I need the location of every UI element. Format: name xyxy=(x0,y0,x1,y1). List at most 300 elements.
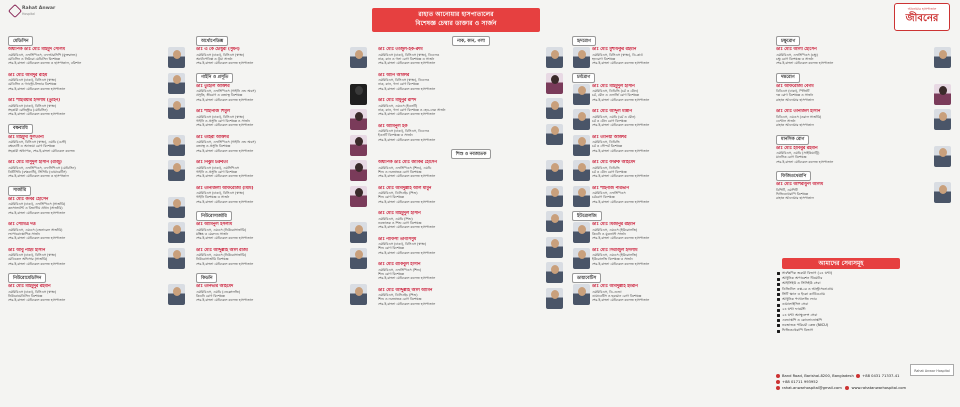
doctor-degree: এমবিবিএস, এমএস (জেনারেল সার্জারি) xyxy=(8,227,63,232)
doctor-degree: এমবিবিএস, এমডি (নেফ্রোলজি) xyxy=(196,289,241,294)
doctor-card xyxy=(572,222,766,246)
doctor-photo xyxy=(546,98,563,119)
doctor-degree: এমবিবিএস, এমডি (চর্ম ও যৌন) xyxy=(592,114,636,119)
doctor-workplace: শের-ই-বাংলা মেডিকেল কলেজ হাসপাতাল xyxy=(196,236,254,241)
section-heading: ফিজিওথেরাপি xyxy=(776,171,811,181)
doctor-degree: এমবিবিএস, ডি-এন্ডো xyxy=(592,289,622,294)
doctor-photo xyxy=(573,47,590,68)
doctor-speciality: চক্ষু রোগ বিশেষজ্ঞ ও সার্জন xyxy=(776,56,814,61)
doctor-speciality: মেডিসিন ও নিউরো মেডিসিন বিশেষজ্ঞ xyxy=(8,56,60,61)
doctor-card xyxy=(8,160,186,184)
logo-name: Rahat Anwar xyxy=(22,6,56,12)
doctor-workplace: শের-ই-বাংলা মেডিকেল কলেজ হাসপাতাল xyxy=(378,276,436,281)
doctor-workplace: শের-ই-বাংলা মেডিকেল কলেজ হাসপাতাল xyxy=(378,174,436,179)
service-item: সার্বক্ষণিক জরুরী বিভাগ (২৪ ঘন্টা) xyxy=(776,271,906,276)
doctor-name: ডাঃ শাহনাজ পারভীন xyxy=(592,185,629,191)
doctor-photo xyxy=(350,160,367,181)
doctor-photo xyxy=(168,284,185,305)
doctor-degree: এমবিবিএস, এমএস (নিউরোসার্জারি) xyxy=(196,253,247,258)
doctor-degree: এমবিবিএস (ঢাকা), এমসিপিএস xyxy=(196,165,239,170)
doctor-workplace: শের-ই-বাংলা মেডিকেল কলেজ হাসপাতাল xyxy=(8,210,66,215)
doctor-speciality: চর্ম ও যৌন রোগ বিশেষজ্ঞ xyxy=(592,169,627,174)
doctor-name: ডাঃ তানভীর আহমেদ xyxy=(196,284,234,289)
doctor-workplace: শের-ই-বাংলা মেডিকেল কলেজ হাসপাতাল xyxy=(196,199,254,204)
doctor-workplace: শের-ই-বাংলা মেডিকেল কলেজ হাসপাতাল xyxy=(8,86,66,91)
doctor-card xyxy=(378,73,564,97)
doctor-photo xyxy=(934,182,951,203)
doctor-card xyxy=(572,109,766,133)
doctor-workplace: শের-ই-বাংলা মেডিকেল কলেজ হাসপাতাল xyxy=(592,61,650,66)
doctor-name: ডাঃ মোঃ মিজানুর রহমান xyxy=(592,222,636,227)
doctor-degree: এমবিবিএস, বিসিএস (স্বাস্থ্য), এমডি (চেস্ট) xyxy=(8,140,67,145)
doctor-name: ডাঃ মোঃ মাহমুদুল হাসান xyxy=(592,83,635,89)
doctor-degree: এমবিবিএস, ডিডিভি xyxy=(592,165,620,170)
doctor-speciality: নবজাতক ও শিশু রোগ বিশেষজ্ঞ xyxy=(378,220,422,225)
doctor-workplace: রাহাত আনোয়ার হাসপাতাল xyxy=(776,97,814,102)
doctor-name: ডাঃ মোঃ আলী হোসেন xyxy=(776,47,817,52)
doctor-photo xyxy=(168,47,185,68)
doctor-degree: এমবিবিএস (ঢাকা), বিসিএস (স্বাস্থ্য) xyxy=(196,52,245,57)
doctor-speciality: হৃদরোগ বিশেষজ্ঞ xyxy=(592,56,616,61)
doctor-workplace: শের-ই-বাংলা মেডিকেল কলেজ হাসপাতাল xyxy=(592,174,650,179)
brand-badge xyxy=(894,3,950,31)
doctor-speciality: মানসিক রোগ বিশেষজ্ঞ xyxy=(776,155,807,160)
doctor-workplace: শের-ই-বাংলা মেডিকেল কলেজ হাসপাতাল xyxy=(8,112,66,117)
doctor-degree: এমবিবিএস (ঢাকা), বিসিএস (স্বাস্থ্য) xyxy=(196,114,245,119)
location-icon xyxy=(776,374,780,378)
doctor-name: ডাঃ আর্নি আক্তার xyxy=(378,72,410,78)
doctor-speciality: নাক, কান ও গলা রোগ বিশেষজ্ঞ ও সার্জন xyxy=(378,56,435,61)
doctor-speciality: কিডনি রোগ বিশেষজ্ঞ xyxy=(196,293,225,298)
doctor-photo xyxy=(546,288,563,309)
section-heading: গাইনি ও প্রসূতি xyxy=(196,73,233,83)
doctor-card xyxy=(196,135,368,159)
doctor-workplace: শের-ই-বাংলা মেডিকেল কলেজ হাসপাতাল xyxy=(196,261,254,266)
doctor-name: ডাঃ মোঃ তাজুল-হক-রুমি xyxy=(378,47,423,52)
doctor-speciality: চর্ম ও যৌন রোগ বিশেষজ্ঞ xyxy=(592,118,627,123)
logo-icon xyxy=(8,4,22,18)
doctor-degree: এমবিবিএস, ডিসিএইচ (শিশু) xyxy=(378,191,418,196)
doctor-card xyxy=(776,109,952,133)
doctor-name: ডাঃ মোঃ আবদুল্লাহ ইমরান xyxy=(592,284,638,289)
doctor-photo xyxy=(934,47,951,68)
doctor-speciality: গাইনি ও প্রসূতি রোগ বিশেষজ্ঞ xyxy=(196,169,237,174)
doctor-degree: এমবিবিএস, এফসিপিএস (গাইনি এন্ড অবস) xyxy=(196,140,256,145)
doctor-card xyxy=(378,237,564,261)
doctor-speciality: কিডনি ও মূত্রনালী সার্জন xyxy=(592,231,626,236)
doctor-card xyxy=(8,248,186,272)
doctor-card xyxy=(196,222,368,246)
doctor-workplace: শের-ই-বাংলা মেডিকেল কলেজ হাসপাতাল xyxy=(592,298,650,303)
doctor-photo xyxy=(546,211,563,232)
service-item: আধুনিক প্যাথলজি ল্যাব xyxy=(776,297,906,302)
doctor-photo xyxy=(350,109,367,130)
doctor-card xyxy=(196,47,368,71)
doctor-degree: এমবিবিএস, বিসিএস (স্বাস্থ্য), ডি-কার্ড xyxy=(592,52,643,57)
doctor-card xyxy=(572,284,766,308)
doctor-speciality: নিউরোসার্জারি বিশেষজ্ঞ xyxy=(196,257,229,262)
doctor-workplace: শের-ই-বাংলা মেডিকেল কলেজ হাসপাতাল xyxy=(378,137,436,142)
doctor-name: ডাঃ মাহমুদা সুলতানা xyxy=(8,134,44,140)
doctor-workplace: শের-ই-বাংলা মেডিকেল কলেজ হাসপাতাল xyxy=(592,148,650,153)
doctor-degree: এমবিবিএস, এফসিপিএস (গাইনি এন্ড অবস) xyxy=(196,89,256,94)
doctor-photo xyxy=(546,262,563,283)
doctor-name: ডাঃ মোঃ রাকিবুল হাসান xyxy=(378,262,421,267)
doctor-card xyxy=(572,84,766,108)
section-heading: দন্তরোগ xyxy=(776,73,800,83)
doctor-name: অধ্যাপক ডাঃ মোঃ মাহমুদ সেলিম xyxy=(8,47,65,52)
doctor-photo xyxy=(573,109,590,130)
doctor-card xyxy=(8,284,186,308)
service-item: ২৪ ঘন্টা অ্যাম্বুলেন্স সেবা xyxy=(776,313,906,318)
doctor-card xyxy=(196,109,368,133)
doctor-workplace: শের-ই-বাংলা মেডিকেল কলেজ ও হাসপাতাল, বরিশাল xyxy=(8,61,82,66)
doctor-speciality: নিউরোমেডিসিন বিশেষজ্ঞ xyxy=(8,293,43,298)
doctor-speciality: গাইনি বিশেষজ্ঞ ও সার্জন xyxy=(196,195,230,200)
section-heading: মেডিসিন xyxy=(8,36,33,46)
doctor-name: ডাঃ মোঃ আব্দুল মান্নান xyxy=(592,109,632,114)
doctor-name: ডাঃ মোঃ আব্দুল্লাহ আল আমিন xyxy=(378,287,433,293)
doctor-workplace: শের-ই-বাংলা মেডিকেল কলেজ হাসপাতাল xyxy=(378,225,436,230)
doctor-degree: এমবিবিএস, এফসিপিএস, এফআরসিপি (যুক্তরাজ্য) xyxy=(8,52,77,57)
services-list xyxy=(776,271,906,333)
doctor-degree: বিপিটি, এমপিটি xyxy=(776,187,798,192)
doctor-name: ডাঃ আমিনুল হক xyxy=(378,123,408,129)
doctor-name: ডাঃ মোঃ কবির হোসেন xyxy=(8,196,49,202)
footer-web-row xyxy=(776,386,954,392)
doctor-speciality: বন্ধ্যাত্ব ও প্রসূতি বিশেষজ্ঞ xyxy=(196,144,231,149)
doctor-photo xyxy=(546,73,563,94)
doctor-name: ডাঃ মোঃ আব্দুল্লাহ আল রাজী xyxy=(196,247,248,253)
doctor-speciality: চর্মরোগ বিশেষজ্ঞ xyxy=(592,195,615,200)
service-item: ডায়ালাইসিস সেবা xyxy=(776,302,906,307)
doctor-photo xyxy=(168,160,185,181)
doctor-name: ডাঃ আমিনুল ইসলাম xyxy=(196,222,232,227)
doctor-card xyxy=(572,186,766,210)
footer-web: www.rahatanwarhospital.com xyxy=(851,385,907,390)
doctor-speciality: শিশু ও নবজাতক রোগ বিশেষজ্ঞ xyxy=(378,169,422,174)
doctor-photo xyxy=(168,222,185,243)
doctor-degree: এমবিবিএস (ঢাকা), বিসিএস (স্বাস্থ্য), ডিএলও xyxy=(378,52,440,57)
doctor-card xyxy=(776,146,952,170)
doctor-card xyxy=(378,124,564,148)
doctor-photo xyxy=(168,73,185,94)
doctor-degree: এমবিবিএস, এমএস (নিউরোসার্জারি) xyxy=(196,227,247,232)
doctor-speciality: ফিজিওথেরাপি বিশেষজ্ঞ xyxy=(776,191,809,196)
doctor-name: ডাঃ সৌমিত্র দত্ত xyxy=(8,222,36,227)
doctor-workplace: শের-ই-বাংলা মেডিকেল কলেজ হাসপাতাল xyxy=(378,61,436,66)
doctor-card xyxy=(378,160,564,184)
doctor-workplace: শের-ই-বাংলা মেডিকেল কলেজ হাসপাতাল xyxy=(592,97,650,102)
doctor-card xyxy=(196,160,368,184)
doctor-name: ডাঃ তানজিলা আফরোজা (মিমি) xyxy=(196,185,254,191)
doctor-speciality: ডায়াবেটিস ও হরমোন রোগ বিশেষজ্ঞ xyxy=(592,293,642,298)
doctor-degree: এমবিবিএস (ঢাকা), বিসিএস, ডিএলও xyxy=(378,129,430,134)
doctor-name: ডাঃ মোঃ আবদুল্লাহ আল মামুন xyxy=(378,185,432,191)
doctor-name: ডাঃ মোঃ মুশফিকুর রহমান xyxy=(592,47,637,52)
doctor-degree: এমবিবিএস, এমএস (ইউরোলজি) xyxy=(592,227,638,232)
doctor-card xyxy=(8,98,186,122)
services-heading: আমাদের সেবাসমূহ xyxy=(782,258,900,269)
doctor-photo xyxy=(546,237,563,258)
doctor-degree: এমবিবিএস, এমএস (ইএনটি) xyxy=(378,103,418,108)
service-item: আধুনিক অপারেশন থিয়েটার xyxy=(776,276,906,281)
doctor-workplace: শের-ই-বাংলা মেডিকেল কলেজ হাসপাতাল xyxy=(378,86,436,91)
section-heading: শিশু ও নবজাতক xyxy=(451,149,492,159)
doctor-card xyxy=(776,84,952,108)
service-item: নবজাতক পরিচর্যা কেন্দ্র (NICU) xyxy=(776,323,906,328)
footer-phone2: +88 01711 993952 xyxy=(782,379,818,384)
mail-icon xyxy=(776,386,780,390)
doctor-photo xyxy=(350,47,367,68)
doctor-workplace: শের-ই-বাংলা মেডিকেল কলেজ হাসপাতাল xyxy=(776,61,834,66)
doctor-photo xyxy=(573,222,590,243)
doctor-card xyxy=(8,73,186,97)
doctor-photo xyxy=(573,160,590,181)
column-3 xyxy=(378,36,564,313)
doctor-card xyxy=(8,47,186,71)
doctor-degree: এমবিবিএস, ডিসিএইচ (শিশু) xyxy=(378,293,418,298)
doctor-card xyxy=(776,47,952,71)
doctor-photo xyxy=(350,84,367,105)
service-item: ২৪ ঘন্টা ফার্মেসী xyxy=(776,307,906,312)
doctor-name: ডাঃ মোঃ সিরাজুল ইসলাম xyxy=(592,247,638,253)
doctor-speciality: সহকারী রেজিস্ট্রার (মেডিসিন) xyxy=(8,107,48,112)
doctor-speciality: শিশু ও নবজাতক রোগ বিশেষজ্ঞ xyxy=(378,297,422,302)
doctor-card xyxy=(8,135,186,159)
doctor-speciality: মস্তিষ্ক ও মেরুদণ্ড সার্জন xyxy=(196,231,229,236)
doctor-speciality: চর্ম, যৌন ও এলার্জি রোগ বিশেষজ্ঞ xyxy=(592,93,639,98)
doctor-speciality: ল্যাপারোস্কোপিক সার্জন xyxy=(8,231,40,236)
doctor-name: ডাঃ নাফিসা তাবাসসুম xyxy=(378,236,417,242)
doctor-card xyxy=(572,248,766,272)
doctor-speciality: চর্ম ও সৌন্দর্য বিশেষজ্ঞ xyxy=(592,144,623,149)
service-item: আইসিইউ ও সিসিইউ সেবা xyxy=(776,281,906,286)
doctor-photo xyxy=(934,109,951,130)
doctor-photo xyxy=(168,98,185,119)
doctor-name: ডাঃ আফরোজা বেগম xyxy=(776,83,814,89)
section-heading: নিউরোসার্জারি xyxy=(196,211,232,221)
doctor-name: ডাঃ মোঃ মাসুদুল হাসান (রাজু) xyxy=(8,160,62,165)
header-logo xyxy=(10,6,55,16)
doctor-photo xyxy=(168,248,185,269)
service-item: ফিজিওথেরাপি বিভাগ xyxy=(776,328,906,333)
doctor-photo xyxy=(546,124,563,145)
doctor-degree: এমবিবিএস, ডিডিভি xyxy=(592,140,620,145)
doctor-name: ডাঃ শাহরিয়ার ইসলাম (তুহিন) xyxy=(8,98,61,103)
doctor-card xyxy=(378,47,564,71)
doctor-degree: এমবিবিএস (ঢাকা), বিসিএস (স্বাস্থ্য) xyxy=(196,191,245,196)
section-heading: চর্মরোগ xyxy=(572,73,595,83)
doctor-photo xyxy=(350,284,367,305)
doctor-degree: এমবিবিএস (ঢাকা), এফসিপিএস (সার্জারি) xyxy=(8,202,66,207)
doctor-workplace: শের-ই-বাংলা মেডিকেল কলেজ হাসপাতাল xyxy=(378,250,436,255)
phone-icon xyxy=(856,374,860,378)
column-1 xyxy=(8,36,186,310)
doctor-name: ডাঃ মোঃ হাবিবুর রহমান xyxy=(776,145,818,151)
doctor-photo xyxy=(546,47,563,68)
doctor-workplace: শের-ই-বাংলা মেডিকেল কলেজ হাসপাতাল xyxy=(196,298,254,303)
doctor-card xyxy=(8,197,186,221)
section-heading: কিডনি xyxy=(196,273,217,283)
doctor-speciality: ডিটিসিডি (বক্ষব্যাধি), সিসিডি (ডায়াবেটিস) xyxy=(8,169,67,174)
doctor-card xyxy=(776,182,952,206)
doctor-photo xyxy=(573,84,590,105)
column-2 xyxy=(196,36,368,310)
doctor-name: ডাঃ এ কে চৌধুরী (সুমন) xyxy=(196,47,240,52)
doctor-degree: এমবিবিএস, এমএস (ইউরোলজি) xyxy=(592,253,638,258)
doctor-workplace: শের-ই-বাংলা মেডিকেল কলেজ হাসপাতাল xyxy=(196,148,254,153)
section-heading: নাক, কান, গলা xyxy=(452,36,490,46)
doctor-speciality: অর্থোপেডিক্স ও ট্রমা সার্জন xyxy=(196,56,233,61)
doctor-workplace: শের-ই-বাংলা মেডিকেল কলেজ হাসপাতাল xyxy=(378,112,436,117)
doctor-speciality: বক্ষব্যাধি ও অ্যাজমা রোগ বিশেষজ্ঞ xyxy=(8,144,55,149)
doctor-degree: বিডিএস (ঢাকা), পিজিটি xyxy=(776,89,810,94)
section-heading: হৃদরোগ xyxy=(572,36,596,46)
doctor-speciality: গাইনি ও প্রসূতি রোগ বিশেষজ্ঞ ও সার্জন xyxy=(196,118,250,123)
doctor-photo xyxy=(350,135,367,156)
doctor-degree: এমবিবিএস (ঢাকা), বিসিএস (স্বাস্থ্য) xyxy=(8,78,57,83)
logo-sub: Hospital xyxy=(22,11,36,16)
section-heading: সার্জারি xyxy=(8,186,31,196)
doctor-degree: এমবিবিএস, বিসিএস (স্বাস্থ্য), ডিএলও xyxy=(378,78,430,83)
doctor-name: ডাঃ মোঃ আশরাফুল আলম xyxy=(776,182,823,187)
doctor-card xyxy=(8,222,186,246)
doctor-degree: বিডিএস, এমএস (ওরাল সার্জারি) xyxy=(776,114,822,119)
doctor-speciality: কনসালটেন্ট ও বিভাগীয় প্রধান (সার্জারি) xyxy=(8,206,63,211)
doctor-speciality: শিশু রোগ বিশেষজ্ঞ xyxy=(378,246,404,251)
doctor-workplace: শের-ই-বাংলা মেডিকেল কলেজ হাসপাতাল xyxy=(592,123,650,128)
doctor-degree: এমবিবিএস, এফসিপিএস (শিশু), এমডি xyxy=(378,165,432,170)
doctor-card xyxy=(572,47,766,71)
section-heading: বক্ষব্যাধি xyxy=(8,124,33,134)
title-line2: বিশেষজ্ঞ চেম্বার ডাক্তার ও সার্জন xyxy=(415,19,497,27)
doctor-speciality: প্রসূতি, স্ত্রীরোগ ও বন্ধ্যাত্ব বিশেষজ্ঞ xyxy=(196,93,243,98)
doctor-photo xyxy=(573,186,590,207)
title-banner xyxy=(372,8,540,32)
doctor-workplace: রাহাত আনোয়ার হাসপাতাল xyxy=(776,196,814,201)
doctor-speciality: মেডিকেল অফিসার (সার্জারি) xyxy=(8,257,48,262)
doctor-workplace: শের-ই-বাংলা মেডিকেল কলেজ হাসপাতাল xyxy=(196,97,254,102)
doctor-card xyxy=(572,160,766,184)
doctor-photo xyxy=(573,284,590,305)
doctor-card xyxy=(378,288,564,312)
doctor-workplace: শের-ই-বাংলা মেডিকেল কলেজ হাসপাতাল xyxy=(592,199,650,204)
doctor-speciality: শিশু রোগ বিশেষজ্ঞ xyxy=(378,195,404,200)
doctor-photo xyxy=(350,186,367,207)
mobile-icon xyxy=(776,380,780,384)
doctor-photo xyxy=(573,135,590,156)
doctor-speciality: শিশু রোগ বিশেষজ্ঞ xyxy=(378,271,404,276)
doctor-workplace: শের-ই-বাংলা মেডিকেল কলেজ হাসপাতাল xyxy=(8,261,66,266)
doctor-name: ডাঃ নিঝুম চক্রবর্তী xyxy=(196,160,228,165)
doctor-photo xyxy=(934,146,951,167)
service-item: ডিজিটাল এক্স-রে ও আল্ট্রাসনোগ্রাম xyxy=(776,287,906,292)
doctor-name: ডাঃ তুহিলি আক্তার xyxy=(196,83,230,89)
doctor-workplace: শের-ই-বাংলা মেডিকেল কলেজ হাসপাতাল xyxy=(196,174,254,179)
doctor-photo xyxy=(350,222,367,243)
doctor-workplace: শের-ই-বাংলা মেডিকেল কলেজ হাসপাতাল xyxy=(8,298,66,303)
doctor-workplace: রাহাত আনোয়ার হাসপাতাল xyxy=(776,123,814,128)
title-line1: রাহাত আনোয়ার হাসপাতালের xyxy=(418,11,494,18)
doctor-name: ডাঃ মোঃ ফারুক আহমেদ xyxy=(592,160,636,165)
doctor-workplace: শের-ই-বাংলা মেডিকেল কলেজ হাসপাতাল xyxy=(8,236,66,241)
section-heading: অর্থোপেডিক্স xyxy=(196,36,228,46)
doctor-degree: এমবিবিএস (ঢাকা), বিসিএস (স্বাস্থ্য) xyxy=(8,289,57,294)
doctor-card xyxy=(196,186,368,210)
doctor-card xyxy=(378,98,564,122)
doctor-degree: এমবিবিএস, ডিডিভি (চর্ম ও যৌন) xyxy=(592,89,638,94)
doctor-degree: এমবিবিএস (ঢাকা), বিসিএস (স্বাস্থ্য) xyxy=(378,242,427,247)
column-4 xyxy=(572,36,766,310)
brand-big: জীবনের xyxy=(905,13,939,24)
column-5 xyxy=(776,36,952,208)
doctor-degree: এমবিবিএস (ঢাকা), বিসিএস (স্বাস্থ্য) xyxy=(8,253,57,258)
doctor-degree: এমবিবিএস, এফসিপিএস (শিশু) xyxy=(378,267,422,272)
section-heading: মানসিক রোগ xyxy=(776,135,809,145)
doctor-name: ডাঃ তানিয়া আক্তার xyxy=(592,134,627,140)
doctor-name: ডাঃ শাহানাজ শিমুল xyxy=(196,109,230,114)
doctor-speciality: ডেন্টাল সার্জন xyxy=(776,118,796,123)
doctor-card xyxy=(572,135,766,159)
doctor-name: ডাঃ মোঃ মাহমুদুর রহমান xyxy=(8,284,51,289)
doctor-photo xyxy=(573,248,590,269)
section-heading: ইউরোলজি xyxy=(572,211,602,221)
doctor-photo xyxy=(168,197,185,218)
doctor-photo xyxy=(350,248,367,269)
doctor-workplace: শের-ই-বাংলা মেডিকেল কলেজ হাসপাতাল xyxy=(592,236,650,241)
doctor-degree: এমবিবিএস, এফসিপিএস (চক্ষু) xyxy=(776,52,818,57)
doctor-speciality: মেডিসিন ও গ্যাস্ট্রো-লিভার বিশেষজ্ঞ xyxy=(8,82,57,87)
footer-logo: Rahat Anwar Hospital xyxy=(910,364,954,376)
doctor-speciality: ইএনটি বিশেষজ্ঞ ও সার্জন xyxy=(378,133,413,138)
doctor-workplace: শের-ই-বাংলা মেডিকেল কলেজ হাসপাতাল xyxy=(592,261,650,266)
doctor-speciality: নাক, কান, গলা রোগ বিশেষজ্ঞ ও হেড-নেক সার্জন xyxy=(378,107,446,112)
doctor-workplace: শের-ই-বাংলা মেডিকেল কলেজ হাসপাতাল xyxy=(776,159,834,164)
doctor-photo xyxy=(546,186,563,207)
section-heading: ডায়াবেটিস xyxy=(572,273,601,283)
doctor-workplace: শের-ই-বাংলা মেডিকেল কলেজ হাসপাতাল xyxy=(196,123,254,128)
doctor-workplace: শের-ই-বাংলা মেডিকেল কলেজ ও হাসপাতাল xyxy=(8,174,69,179)
doctor-card xyxy=(196,248,368,272)
footer-phone1: +88 0431 71337-41 xyxy=(862,374,900,378)
doctor-name: ডাঃ মোঃ মাহমুদুল হাসান xyxy=(378,211,421,216)
footer xyxy=(776,369,954,392)
section-heading: চক্ষুরোগ xyxy=(776,36,800,46)
globe-icon xyxy=(845,386,849,390)
doctor-speciality: নাক, কান, গলা রোগ বিশেষজ্ঞ xyxy=(378,82,419,87)
doctor-name: অধ্যাপক ডাঃ মোঃ জাকির হোসেন xyxy=(378,160,437,165)
doctor-photo xyxy=(168,135,185,156)
doctor-name: ডাঃ মোঃ তানজিল হাসান xyxy=(776,109,821,114)
doctor-card xyxy=(378,211,564,235)
doctor-degree: এমবিবিএস, এমডি (সাইকিয়াট্রি) xyxy=(776,151,820,156)
doctor-photo xyxy=(546,160,563,181)
doctor-degree: এমবিবিএস, এফসিপিএস xyxy=(592,191,626,196)
doctor-workplace: শের-ই-বাংলা মেডিকেল কলেজ হাসপাতাল xyxy=(196,61,254,66)
doctor-name: ডাঃ মোঃ মামুনুর রশিদ xyxy=(378,98,417,103)
section-heading: নিউরোমেডিসিন xyxy=(8,273,46,283)
brand-small: আনোয়ার হাসপাতাল xyxy=(907,7,937,11)
doctor-name: ডাঃ তাহরা আক্তার xyxy=(196,134,229,140)
footer-address: Band Road, Barishal-8200, Bangladesh xyxy=(782,374,854,378)
doctor-degree: এমবিবিএস, এফসিপিএস, এফসিপিএস (মেডিসিন) xyxy=(8,165,76,170)
doctor-card xyxy=(378,262,564,286)
doctor-card xyxy=(378,186,564,210)
service-item: এন্ডোস্কপি ও কোলোনোস্কপি xyxy=(776,318,906,323)
doctor-card xyxy=(196,284,368,308)
doctor-name: ডাঃ মোঃ আবদুর রহিম xyxy=(8,72,48,78)
